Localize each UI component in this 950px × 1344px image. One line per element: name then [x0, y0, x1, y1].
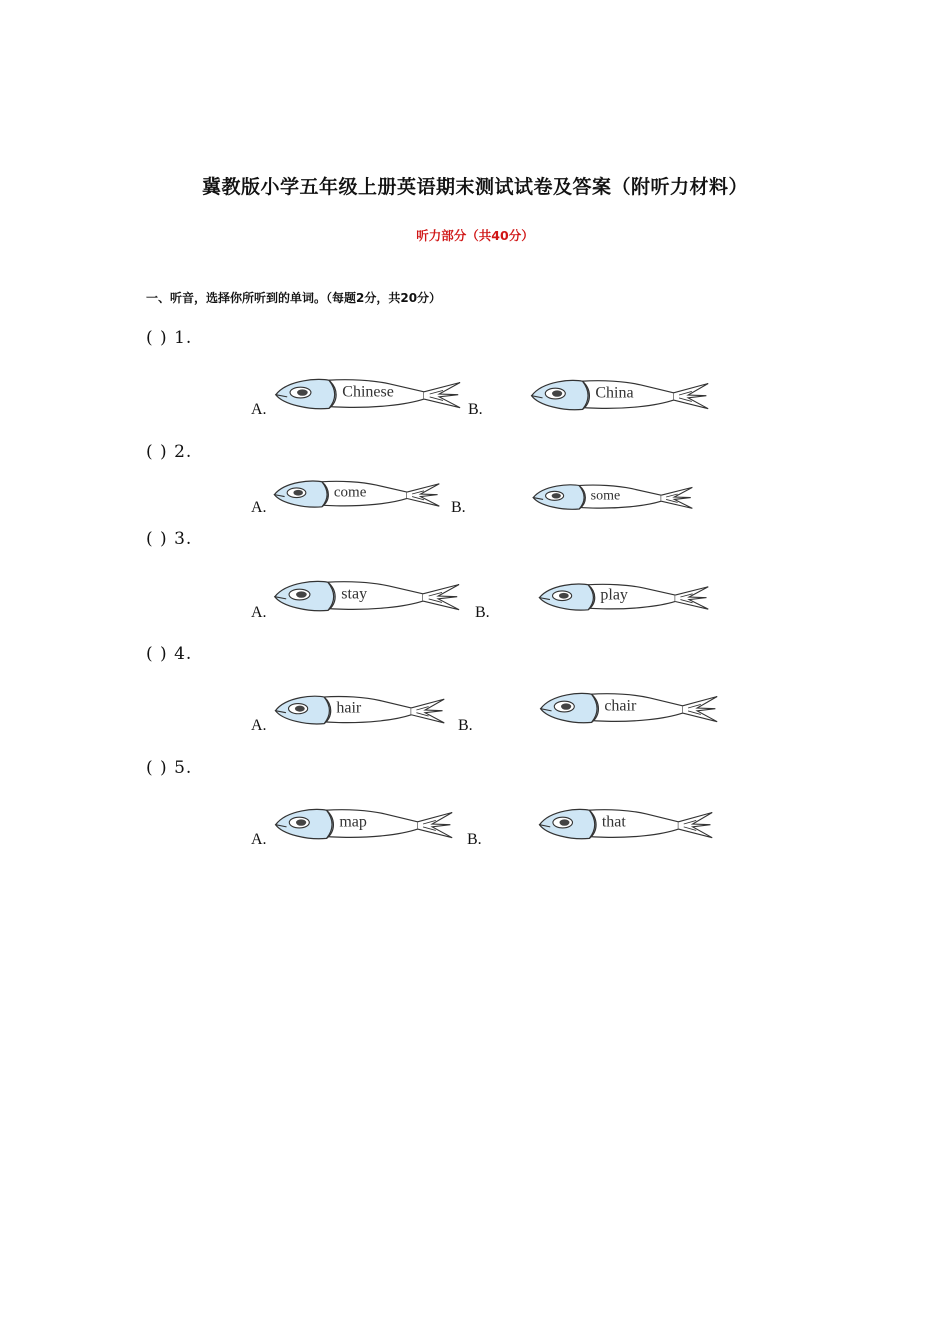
- fish-word: some: [590, 488, 621, 504]
- page-title: 冀教版小学五年级上册英语期末测试试卷及答案（附听力材料）: [201, 176, 748, 198]
- question-1-option-b-letter: B.: [468, 401, 483, 418]
- fish-icon[interactable]: [536, 581, 710, 613]
- fish-word: play: [600, 586, 628, 604]
- listening-section-title: 听力部分（共40分）: [416, 228, 534, 243]
- question-2-option-a-letter: A.: [251, 499, 267, 516]
- question-5-number: ( ) 5.: [146, 758, 193, 778]
- fish-icon[interactable]: [272, 693, 446, 727]
- section-instruction: 一、听音，选择你所听到的单词。（每题2分，共20分）: [146, 291, 442, 305]
- fish-icon[interactable]: [271, 578, 461, 614]
- question-3-number: ( ) 3.: [146, 529, 193, 549]
- fish-icon[interactable]: [272, 376, 462, 412]
- question-4-option-b-letter: B.: [458, 717, 473, 734]
- question-2-option-b-letter: B.: [451, 499, 466, 516]
- fish-word: China: [595, 384, 634, 402]
- fish-word: chair: [604, 697, 637, 715]
- question-3-option-b-letter: B.: [475, 604, 490, 621]
- fish-icon[interactable]: [530, 482, 694, 512]
- question-1-option-a-letter: A.: [251, 401, 267, 418]
- question-5-option-a-letter: A.: [251, 831, 267, 848]
- question-3-option-a-letter: A.: [251, 604, 267, 621]
- fish-icon[interactable]: [537, 690, 719, 726]
- fish-word: stay: [341, 585, 368, 603]
- fish-icon[interactable]: [272, 806, 454, 842]
- fish-word: that: [601, 813, 626, 831]
- fish-word: come: [333, 484, 367, 501]
- fish-icon[interactable]: [528, 377, 710, 413]
- fish-icon[interactable]: [271, 478, 441, 510]
- fish-word: map: [339, 813, 367, 831]
- fish-icon[interactable]: [536, 806, 714, 842]
- question-5-option-b-letter: B.: [467, 831, 482, 848]
- question-2-number: ( ) 2.: [146, 442, 193, 462]
- question-4-number: ( ) 4.: [146, 644, 193, 664]
- fish-word: hair: [336, 699, 362, 717]
- question-1-number: ( ) 1.: [146, 328, 193, 348]
- fish-word: Chinese: [342, 383, 394, 401]
- question-4-option-a-letter: A.: [251, 717, 267, 734]
